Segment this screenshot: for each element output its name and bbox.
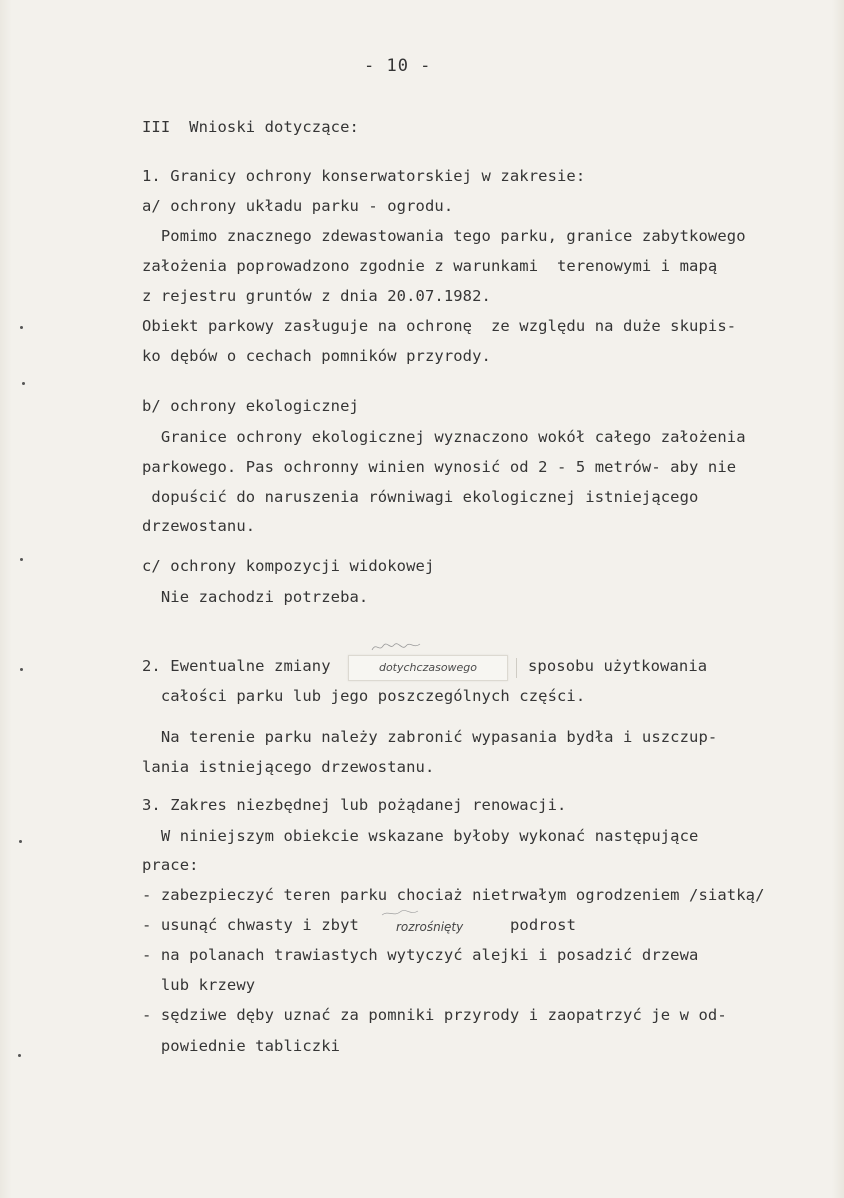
section3-item: - na polanach trawiastych wytyczyć alejki i posadzić drzewa xyxy=(142,946,699,964)
section1-a-text-line: Pomimo znacznego zdewastowania tego parku, granice zabytkowego xyxy=(142,227,746,245)
insert-box-edge xyxy=(516,658,517,678)
section1-c-title: c/ ochrony kompozycji widokowej xyxy=(142,557,435,575)
section1-b-text-line: parkowego. Pas ochronny winien wynosić od 2 - 5 metrów- aby nie xyxy=(142,458,737,476)
section1-a-text-line: ko dębów o cechach pomników przyrody. xyxy=(142,347,491,365)
section-heading: III Wnioski dotyczące: xyxy=(142,118,359,136)
section2-text-line: Na terenie parku należy zabronić wypasania bydła i uszczup- xyxy=(142,728,718,746)
section1-c-text: Nie zachodzi potrzeba. xyxy=(142,588,369,606)
section2-text-line: lania istniejącego drzewostanu. xyxy=(142,758,435,776)
section3-intro-line: prace: xyxy=(142,856,199,874)
section3-item: - zabezpieczyć teren parku chociaż nietrwałym ogrodzeniem /siatką/ xyxy=(142,886,765,904)
section1-title: 1. Granicy ochrony konserwatorskiej w zakresie: xyxy=(142,167,586,185)
section3-item-end: podrost xyxy=(510,916,577,934)
section1-a-text-line: założenia poprowadzono zgodnie z warunkami terenowymi i mapą xyxy=(142,257,718,275)
handwritten-insert: rozrośnięty xyxy=(396,920,464,934)
section2-line1-start: 2. Ewentualne zmiany xyxy=(142,657,331,675)
section1-a-text-line: z rejestru gruntów z dnia 20.07.1982. xyxy=(142,287,491,305)
section2-line1-end: sposobu użytkowania xyxy=(528,657,708,675)
page-number: - 10 - xyxy=(364,56,432,76)
section1-a-title: a/ ochrony układu parku - ogrodu. xyxy=(142,197,454,215)
margin-mark xyxy=(20,326,23,329)
section3-item-continuation: lub krzewy xyxy=(142,976,256,994)
margin-mark xyxy=(22,382,25,385)
section1-b-text-line: Granice ochrony ekologicznej wyznaczono wokół całego założenia xyxy=(142,428,746,446)
section3-item-continuation: powiednie tabliczki xyxy=(142,1037,341,1055)
handwritten-insert: dotychczasowego xyxy=(348,655,508,681)
margin-mark xyxy=(20,668,23,671)
section1-b-text-line: drzewostanu. xyxy=(142,517,256,535)
section2-line2: całości parku lub jego poszczególnych części. xyxy=(142,687,586,705)
margin-mark xyxy=(18,1054,21,1057)
margin-mark xyxy=(20,558,23,561)
margin-mark xyxy=(19,840,22,843)
section3-item: - sędziwe dęby uznać za pomniki przyrody i zaopatrzyć je w od- xyxy=(142,1006,727,1024)
section1-a-text-line: Obiekt parkowy zasługuje na ochronę ze względu na duże skupis- xyxy=(142,317,737,335)
handwritten-scribble xyxy=(370,640,422,654)
section3-item-start: - usunąć chwasty i zbyt xyxy=(142,916,359,934)
section3-intro-line: W niniejszym obiekcie wskazane byłoby wykonać następujące xyxy=(142,827,699,845)
section1-b-text-line: dopuścić do naruszenia równiwagi ekologicznej istniejącego xyxy=(142,488,699,506)
section3-title: 3. Zakres niezbędnej lub pożądanej renowacji. xyxy=(142,796,567,814)
section1-b-title: b/ ochrony ekologicznej xyxy=(142,397,359,415)
